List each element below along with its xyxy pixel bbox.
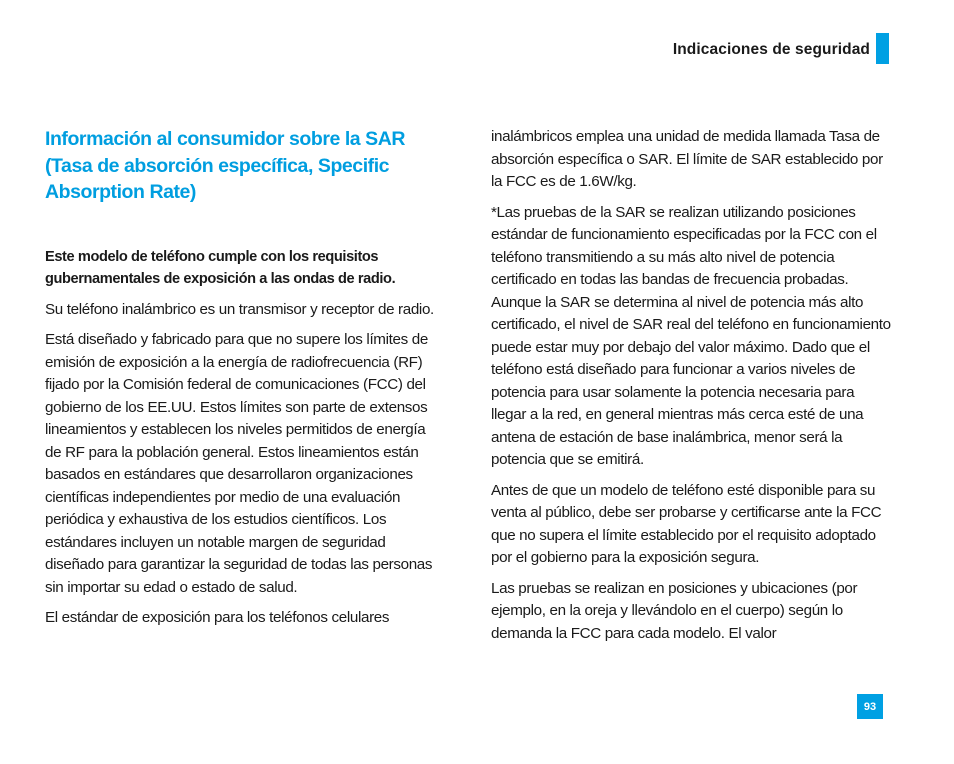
body-paragraph: Las pruebas se realizan en posiciones y ubicaciones (por ejemplo, en la oreja y llevándolo en el cuerpo) según lo demanda la FCC para cada modelo. El valor [491, 579, 858, 642]
body-paragraph: Antes de que un modelo de teléfono esté disponible para su venta al público, debe ser probarse y certificarse ante la FCC que no supera el límite establecido por el requisito adoptado por el gobierno para la exposición segura. [491, 481, 882, 566]
right-column [491, 126, 891, 653]
left-column [45, 126, 445, 638]
section-heading: Información al consumidor sobre la SAR (Tasa de absorción específica, Specific Absorption Rate) [45, 128, 405, 203]
header-accent-bar [876, 33, 889, 64]
body-paragraph: inalámbricos emplea una unidad de medida llamada Tasa de absorción específica o SAR. El límite de SAR establecido por la FCC es de 1.6W/kg. [491, 128, 883, 190]
body-paragraph: Su teléfono inalámbrico es un transmisor y receptor de radio. [45, 300, 434, 318]
body-paragraph: El estándar de exposición para los teléfonos celulares [45, 609, 390, 626]
body-paragraph: *Las pruebas de la SAR se realizan utilizando posiciones estándar de funcionamiento especificadas por la FCC con el teléfono transmitiendo a su más alto nivel de potencia certificado en todas las bandas de frecuencia probadas. Aunque la SAR se determina al nivel de potencia más alto certificado, el nivel de SAR real del teléfono en funcionamiento puede estar muy por debajo del valor máximo. Dado que el teléfono está diseñado para funcionar a varios niveles de potencia para usar solamente la potencia necesaria para llegar a la red, en general mientras más cerca esté de una antena de estación de base inalámbrica, menor será la potencia que se emitirá. [491, 203, 891, 468]
body-paragraph: Está diseñado y fabricado para que no supere los límites de emisión de exposición a la energía de radiofrecuencia (RF) fijado por la Comisión federal de comunicaciones (FCC) del gobierno de los EE.UU. Estos límites son parte de extensos lineamientos y establecen los niveles permitidos de energía de RF para la población general. Estos lineamientos están basados en estándares que desarrollaron organizaciones científicas independientes por medio de una evaluación periódica y exhaustiva de los estudios científicos. Los estándares incluyen un notable margen de seguridad diseñado para garantizar la seguridad de todas las personas sin importar su edad o estado de salud. [45, 331, 433, 596]
lead-paragraph: Este modelo de teléfono cumple con los requisitos gubernamentales de exposición a las ondas de radio. [45, 248, 396, 287]
header-title: Indicaciones de seguridad [672, 41, 870, 58]
page-number: 93 [857, 694, 883, 719]
